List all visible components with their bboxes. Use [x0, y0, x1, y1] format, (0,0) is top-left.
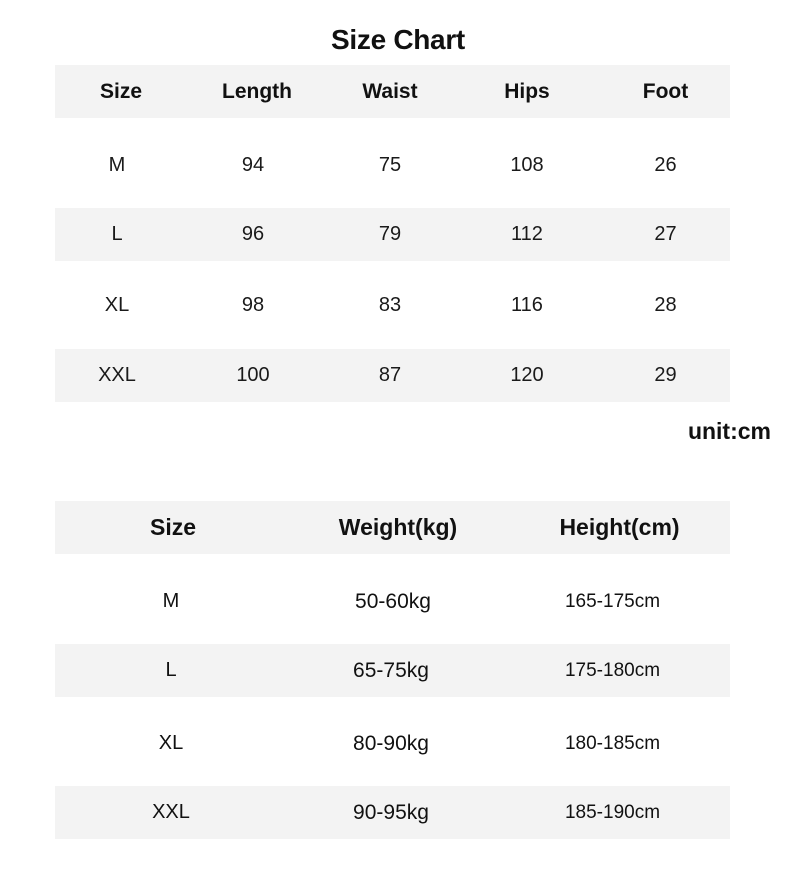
cell-size: L [111, 223, 123, 245]
table-row [55, 644, 730, 697]
cell-height: 180-185cm [564, 733, 661, 754]
cell-hips: 108 [510, 154, 544, 176]
cell-height: 185-190cm [564, 802, 661, 823]
header-waist: Waist [362, 80, 418, 103]
cell-length: 100 [236, 364, 270, 386]
table-row [55, 279, 730, 332]
cell-weight: 90-95kg [353, 801, 429, 824]
header-hips: Hips [504, 80, 550, 103]
cell-waist: 79 [378, 223, 402, 245]
table-header-row [55, 501, 730, 554]
header-weight: Weight(kg) [338, 514, 458, 540]
cell-size: XXL [98, 364, 136, 386]
header-size: Size [149, 514, 197, 540]
cell-hips: 112 [511, 223, 543, 245]
header-height: Height(cm) [559, 514, 680, 540]
table-header-row [55, 65, 730, 118]
cell-length: 96 [241, 223, 265, 245]
cell-size: L [165, 659, 177, 681]
cell-height: 175-180cm [564, 660, 661, 681]
cell-weight: 80-90kg [353, 732, 429, 755]
cell-foot: 28 [654, 294, 677, 316]
table-row [55, 575, 730, 628]
cell-waist: 87 [378, 364, 402, 386]
cell-foot: 27 [654, 223, 677, 245]
cell-length: 98 [241, 294, 265, 316]
header-length: Length [222, 80, 292, 103]
cell-size: M [108, 154, 126, 176]
cell-size: XL [104, 294, 130, 316]
cell-foot: 29 [654, 364, 677, 386]
header-size: Size [99, 80, 143, 103]
cell-weight: 65-75kg [353, 659, 429, 682]
cell-size: M [162, 590, 180, 612]
table-row [55, 717, 730, 770]
cell-waist: 75 [378, 154, 402, 176]
cell-foot: 26 [654, 154, 677, 176]
page-title: Size Chart [331, 24, 465, 55]
table-row [55, 786, 730, 839]
cell-hips: 120 [510, 364, 544, 386]
cell-height: 165-175cm [564, 591, 661, 612]
cell-weight: 50-60kg [355, 590, 431, 613]
cell-length: 94 [241, 154, 265, 176]
table-row [55, 349, 730, 402]
cell-waist: 83 [378, 294, 402, 316]
unit-note: unit:cm [687, 418, 771, 444]
cell-size: XXL [152, 801, 190, 823]
table-row [55, 208, 730, 261]
cell-size: XL [158, 732, 184, 754]
table-row [55, 139, 730, 192]
cell-hips: 116 [511, 294, 543, 316]
header-foot: Foot [642, 80, 689, 103]
